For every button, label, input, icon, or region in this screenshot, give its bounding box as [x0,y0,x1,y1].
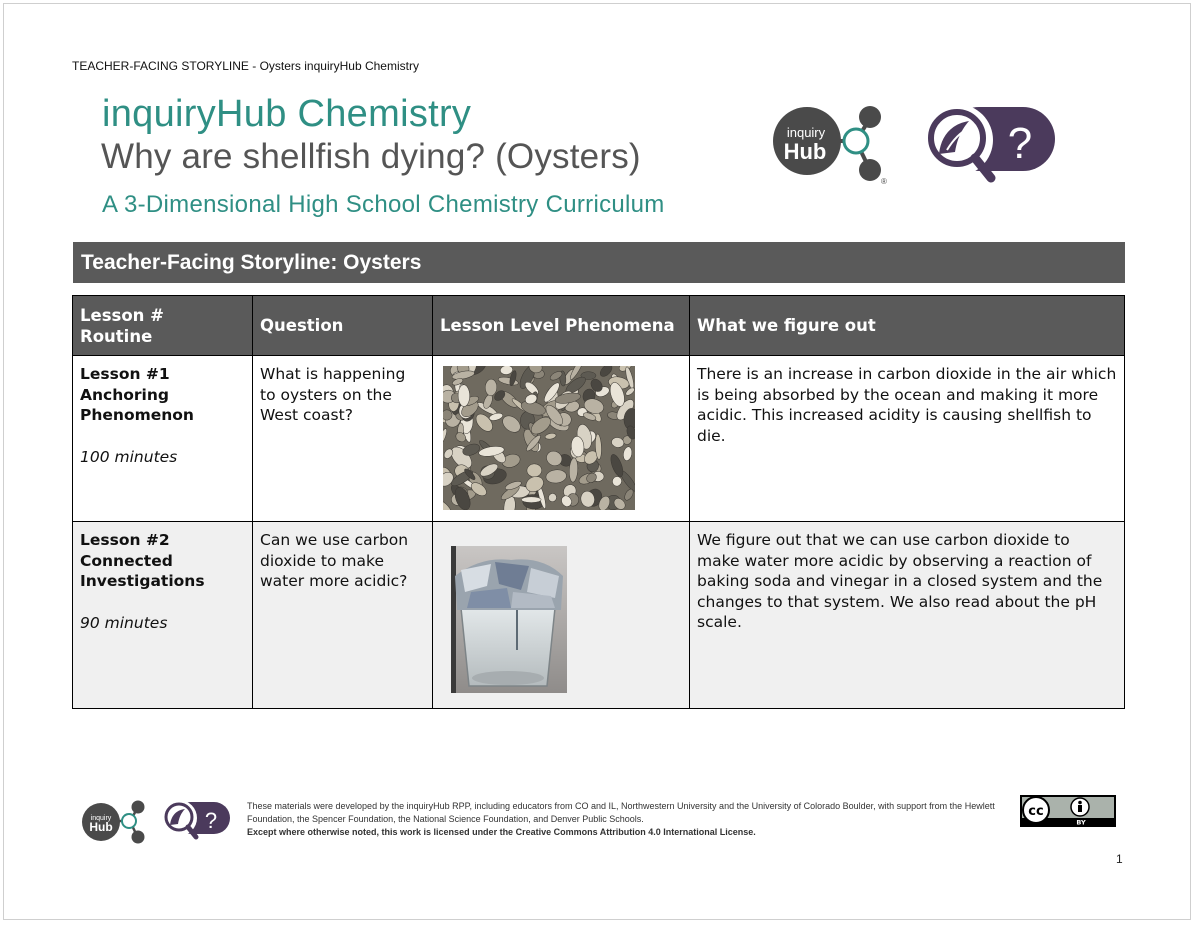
footer-logo-question-mark: ? [204,808,218,833]
header-question: Question [253,296,433,356]
lesson-cell [73,356,253,522]
logo-text-hub: Hub [783,139,827,164]
page-number: 1 [1116,852,1123,866]
oyster-shell [521,497,541,503]
header-routine-label: Routine [80,326,153,346]
oyster-shell [458,385,470,407]
header-lesson-routine [73,296,253,356]
footer-logo-text-inquiry: inquiry [90,815,112,822]
storyline-table [72,295,1125,709]
cc-by-license-badge[interactable] [1020,795,1116,827]
header-lesson-label: Lesson # [80,305,164,325]
lesson-routine-line1: Connected [80,551,173,570]
phenomena-cell [433,522,690,709]
question-cell: What is happening to oysters on the West coast? [253,356,433,522]
figure-out-cell: There is an increase in carbon dioxide in the air which is being absorbed by the ocean and making it more acidic. This increased acidity is causing shellfish to die. [690,356,1125,522]
logo-question-mark: ? [1007,119,1033,168]
inquiryhub-logo [772,104,892,188]
footer-logo-text-hub: Hub [89,820,113,834]
lesson-time: 90 minutes [80,613,168,632]
logo-registered: ® [881,177,887,186]
oyster-shells-photo [443,366,635,510]
question-cell: Can we use carbon dioxide to make water more acidic? [253,522,433,709]
cc-by-label: BY [1076,818,1086,827]
table-row [73,356,1125,522]
lesson-routine-line2: Investigations [80,572,205,590]
running-head: TEACHER-FACING STORYLINE - Oysters inquiryHub Chemistry [72,59,419,73]
phenomena-cell [433,356,690,522]
footer-question-logo [159,801,231,843]
brand-title: inquiryHub Chemistry [102,93,472,135]
cc-symbol-icon: cc [1028,804,1044,819]
table-header-row [73,296,1125,356]
table-row [73,522,1125,709]
lesson-time: 100 minutes [80,447,178,466]
lesson-routine-line1: Anchoring [80,385,169,404]
section-title-bar: Teacher-Facing Storyline: Oysters [73,242,1125,283]
logo-text-inquiry: inquiry [786,125,826,140]
lesson-cell [73,522,253,709]
header-figure-out: What we figure out [690,296,1125,356]
footer-credit-text: These materials were developed by the inquiryHub RPP, including educators from CO and IL, Northwestern University and the University of Colorado Boulder, with support from the Hewlett Foundation, the Spencer Foundation, the National Science Foundation, and Denver Public Schools. [247,801,995,824]
foil-covered-cup-photo [451,546,567,693]
header-phenomena: Lesson Level Phenomena [433,296,690,356]
inquiry-question-logo [917,106,1057,186]
figure-out-cell: We figure out that we can use carbon dioxide to make water more acidic by observing a reaction of baking soda and vinegar in a closed system and the changes to that system. We also read about the pH scale. [690,522,1125,709]
footer-credit [247,800,1007,839]
lesson-number: Lesson #1 [80,365,170,383]
footer-license-text: Except where otherwise noted, this work is licensed under the Creative Commons Attribution 4.0 International License. [247,827,756,837]
footer-inquiryhub-logo [82,800,150,846]
lesson-routine-line2: Phenomenon [80,406,194,424]
lesson-number: Lesson #2 [80,531,170,549]
curriculum-subtitle: A 3-Dimensional High School Chemistry Curriculum [102,191,665,218]
unit-title: Why are shellfish dying? (Oysters) [101,137,641,176]
